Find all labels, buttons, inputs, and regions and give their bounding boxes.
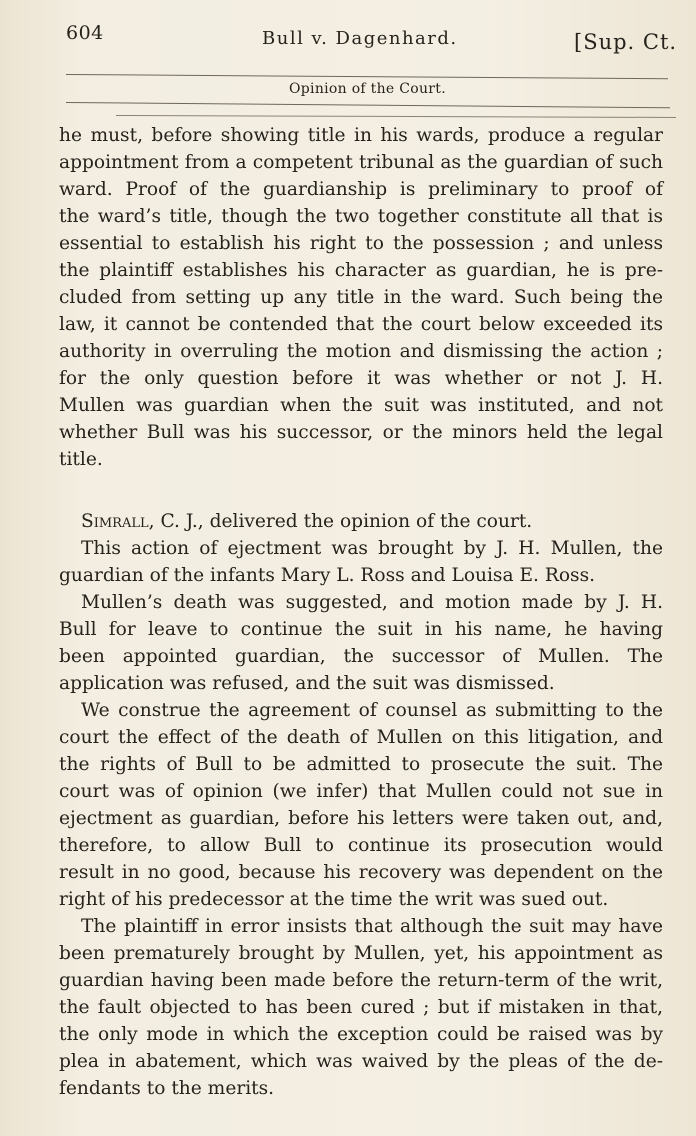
text-line: cluded from setting up any title in the ward. Such being the <box>59 287 663 308</box>
text-line: authority in overruling the motion and dismissing the action ; <box>59 341 663 362</box>
judge-name: Simrall, C. J., <box>81 511 204 532</box>
text-line: The plaintiff in error insists that although the suit may have <box>81 916 663 937</box>
text-line: the plaintiff establishes his character as guardian, he is pre- <box>59 260 663 281</box>
text-line: plea in abatement, which was waived by the pleas of the de- <box>59 1051 663 1072</box>
text-line: the fault objected to has been cured ; but if mistaken in that, <box>59 997 663 1018</box>
text-line: the ward’s title, though the two together constitute all that is <box>59 206 663 227</box>
court-abbreviation: [Sup. Ct. <box>574 30 678 54</box>
text-line: guardian of the infants Mary L. Ross and Louisa E. Ross. <box>59 565 596 586</box>
text-line: ward. Proof of the guardianship is preliminary to proof of <box>59 179 663 200</box>
text-line: Mullen was guardian when the suit was instituted, and not <box>59 395 663 416</box>
text-line: whether Bull was his successor, or the minors held the legal <box>59 422 663 443</box>
text-line: court was of opinion (we infer) that Mullen could not sue in <box>59 781 663 802</box>
continued-paragraph <box>59 122 663 473</box>
text-line: title. <box>59 449 103 470</box>
text-line: fendants to the merits. <box>59 1078 275 1099</box>
text-line: This action of ejectment was brought by J. H. Mullen, the <box>81 538 663 559</box>
text-line: guardian having been made before the return-term of the writ, <box>59 970 663 991</box>
header-rule-bottom <box>116 115 676 118</box>
text-line: court the effect of the death of Mullen on this litigation, and <box>59 727 663 748</box>
opinion-attribution <box>59 508 663 535</box>
text-line: essential to establish his right to the possession ; and unless <box>59 233 663 254</box>
text-line: the rights of Bull to be admitted to prosecute the suit. The <box>59 754 663 775</box>
text-line: appointment from a competent tribunal as the guardian of such <box>59 152 663 173</box>
text-line: law, it cannot be contended that the court below exceeded its <box>59 314 663 335</box>
text-line: the only mode in which the exception could be raised was by <box>59 1024 663 1045</box>
delivered-text: delivered the opinion of the court. <box>209 511 533 532</box>
section-banner: Opinion of the Court. <box>289 81 446 97</box>
case-title: Bull v. Dagenhard. <box>262 28 458 49</box>
text-line: Mullen’s death was suggested, and motion made by J. H. <box>81 592 663 613</box>
text-line: been prematurely brought by Mullen, yet, his appointment as <box>59 943 663 964</box>
text-line: been appointed guardian, the successor of Mullen. The <box>59 646 663 667</box>
text-line: ejectment as guardian, before his letters were taken out, and, <box>59 808 663 829</box>
text-line: result in no good, because his recovery was dependent on the <box>59 862 663 883</box>
text-line: for the only question before it was whether or not J. H. <box>59 368 663 389</box>
text-line: Bull for leave to continue the suit in his name, he having <box>59 619 663 640</box>
text-line: right of his predecessor at the time the writ was sued out. <box>59 889 609 910</box>
header-rule-top <box>66 74 668 79</box>
text-line: application was refused, and the suit was dismissed. <box>59 673 555 694</box>
text-line: he must, before showing title in his wards, produce a regular <box>59 125 663 146</box>
text-line: therefore, to allow Bull to continue its prosecution would <box>59 835 663 856</box>
running-header <box>0 22 696 62</box>
header-rule-middle <box>66 102 670 108</box>
court-opinion <box>59 508 663 1102</box>
text-line: We construe the agreement of counsel as submitting to the <box>81 700 663 721</box>
page-number: 604 <box>66 22 104 44</box>
